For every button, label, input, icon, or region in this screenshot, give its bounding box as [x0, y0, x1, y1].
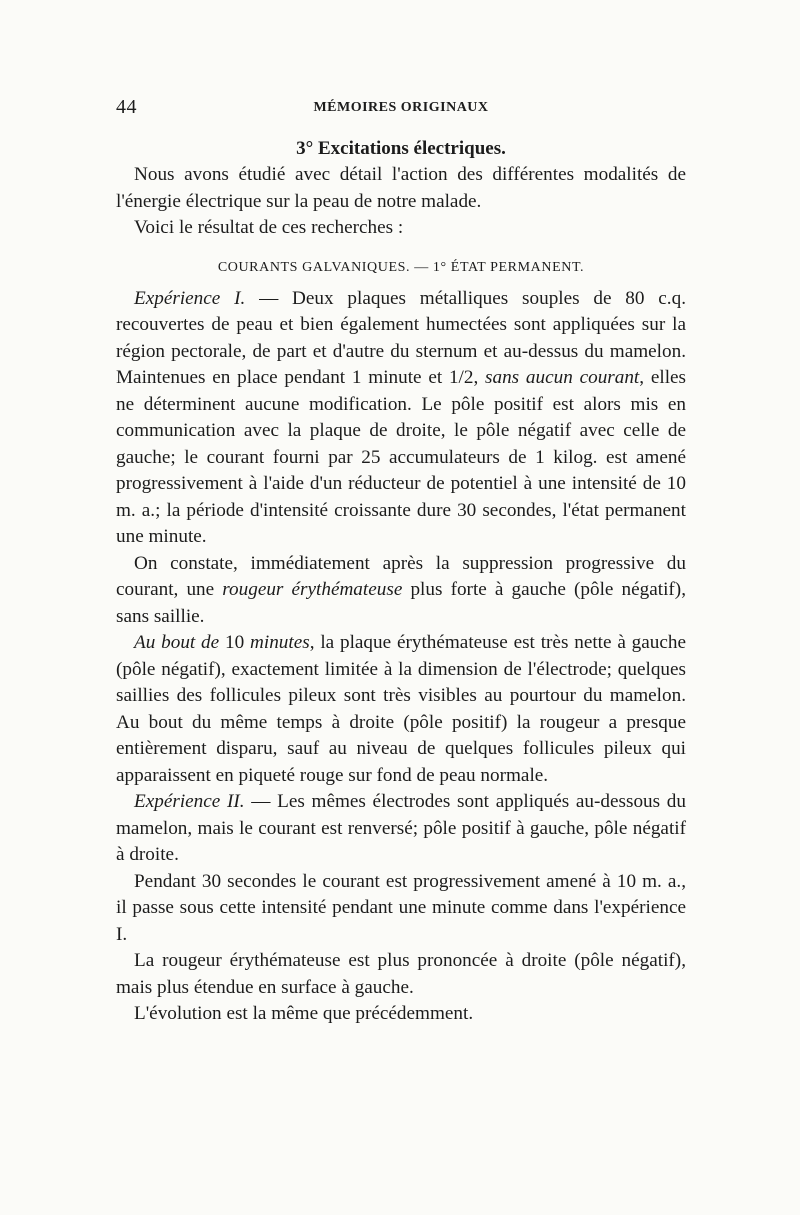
subsection-title: COURANTS GALVANIQUES. — 1° ÉTAT PERMANENT.	[217, 259, 585, 275]
experience-1-observation	[116, 551, 686, 631]
experience-1-evo-text-a: 10	[219, 632, 250, 653]
experience-1-obs-text-a: On constate, immédiatement après la suppression progressive du courant, une	[116, 552, 686, 600]
experience-2-paragraph	[116, 789, 686, 869]
paragraph-results: Voici le résultat de ces recherches :	[134, 217, 404, 238]
running-head	[116, 96, 686, 124]
section-title: 3° Excitations électriques.	[296, 138, 506, 159]
experience-1-evo-text-b: , la plaque érythémateuse est très nette à gauche (pôle négatif), exactement limitée à la dimension de l'électrode; quelques saillies des follicules pileux sont très visibles au pourtour du mamelon. Au bout du même temps à droite (pôle positif) la rougeur a presque entièrement disparu, sauf au niveau de quelques follicules pileux qui apparaissent en piqueté rouge sur fond de peau normale.	[116, 632, 686, 786]
experience-2-redness: La rougeur érythémateuse est plus prononcée à droite (pôle négatif), mais plus étendue en surface à gauche.	[116, 950, 686, 998]
experience-1-paragraph	[116, 286, 686, 551]
experience-1-italic-a: sans aucun courant	[485, 367, 640, 388]
experience-1-label: Expérience I.	[134, 287, 246, 309]
experience-1-text-a: — Deux plaques métalliques souples de 80 c.q. recouvertes de peau et bien également humectées sont appliquées sur la région pectorale, de part et d'autre du sternum et au-dessus du mamelon. Maintenues en place pendant 1 minute et 1/2,	[116, 287, 686, 388]
experience-1-evo-italic-b: minutes	[250, 632, 310, 653]
experience-2-current: Pendant 30 secondes le courant est progressivement amené à 10 m. a., il passe sous cette intensité pendant une minute comme dans l'expérience I.	[116, 870, 686, 945]
experience-1-text-b: , elles ne déterminent aucune modification. Le pôle positif est alors mis en communication avec la plaque de droite, le pôle négatif avec celle de gauche; le courant fourni par 25 accumulateurs de 1 kilog. est amené progressivement à l'aide d'un réducteur de potentiel à une intensité de 10 m. a.; la période d'intensité croissante dure 30 secondes, l'état permanent une minute.	[116, 367, 687, 547]
page-number: 44	[116, 96, 137, 118]
experience-2-evolution: L'évolution est la même que précédemment.	[134, 1003, 474, 1024]
experience-1-evolution	[116, 630, 686, 789]
experience-2-text: — Les mêmes électrodes sont appliqués au-dessous du mamelon, mais le courant est renversé; pôle positif à gauche, pôle négatif à droite.	[116, 791, 686, 865]
experience-1-obs-italic: rougeur érythémateuse	[222, 579, 403, 600]
paragraph-intro: Nous avons étudié avec détail l'action des différentes modalités de l'énergie électrique sur la peau de notre malade.	[116, 164, 686, 212]
running-title: MÉMOIRES ORIGINAUX	[313, 100, 489, 115]
experience-2-label: Expérience II.	[134, 791, 245, 812]
book-page	[116, 96, 686, 1028]
experience-1-evo-italic: Au bout de	[134, 632, 220, 653]
experience-1-obs-text-b: plus forte à gauche (pôle négatif), sans saillie.	[116, 579, 686, 627]
